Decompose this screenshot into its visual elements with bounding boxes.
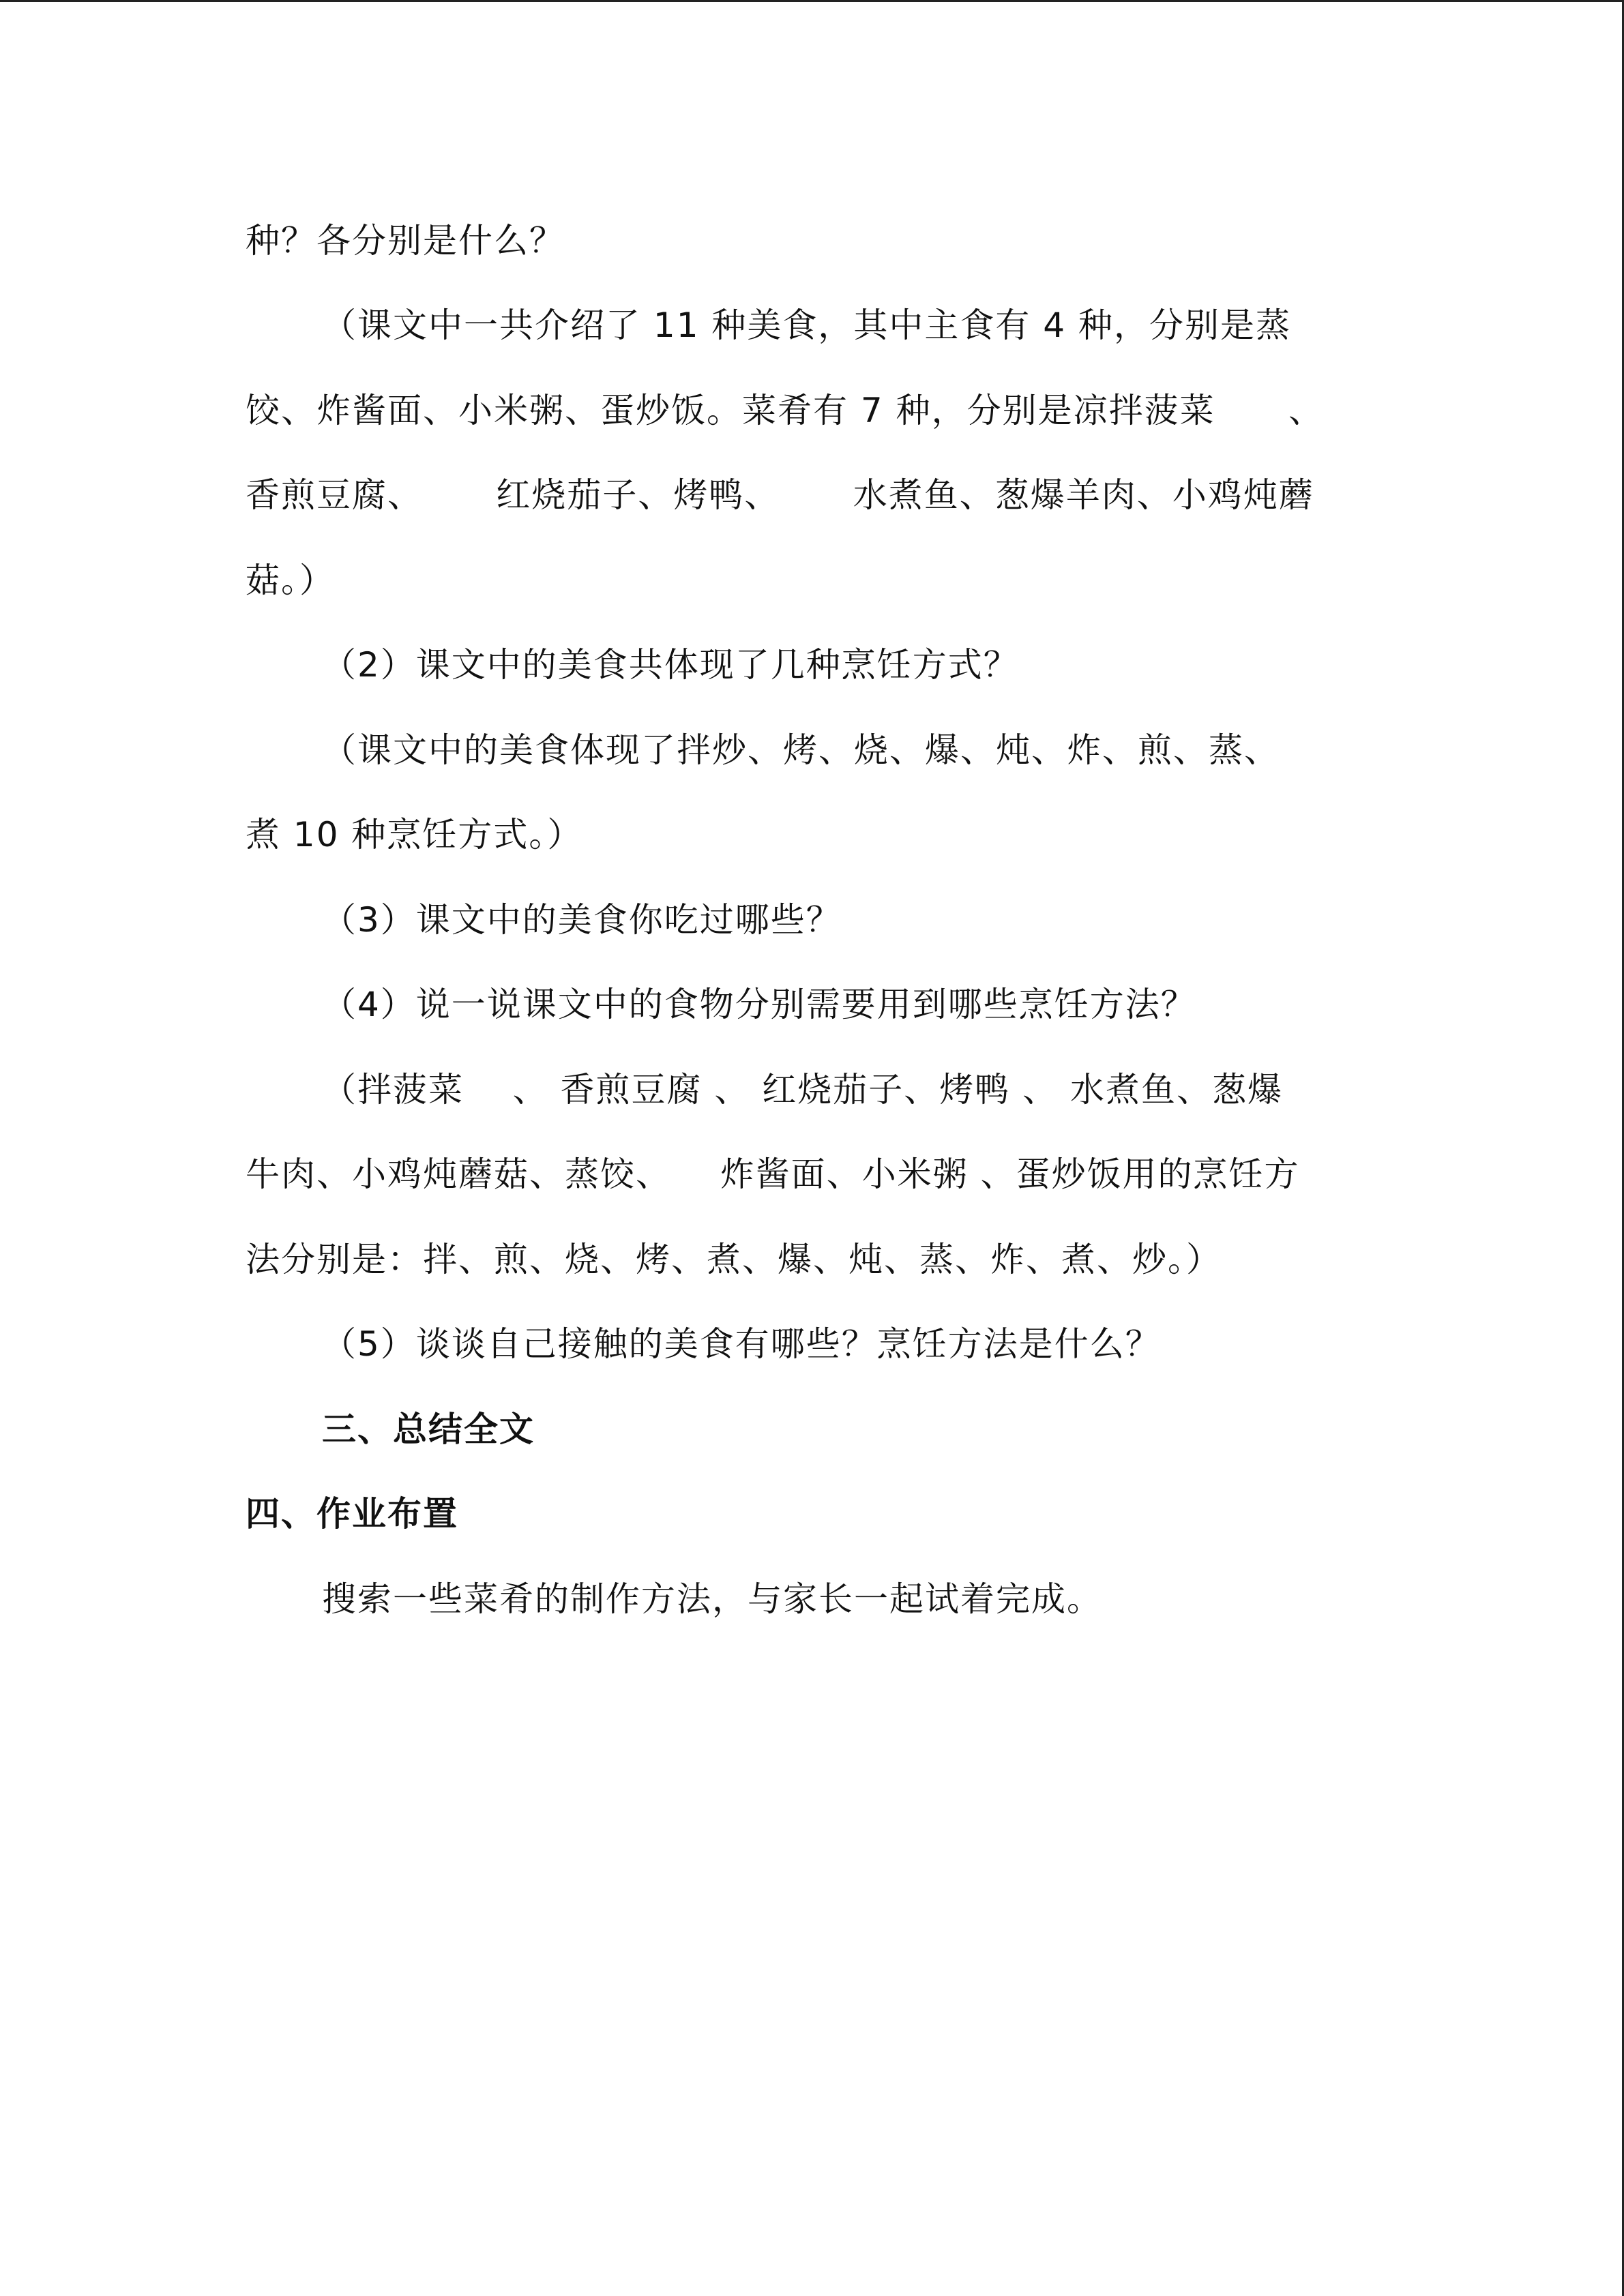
text-line-8: 煮 10 种烹饪方式。）: [246, 815, 583, 854]
text-line-2: （课文中一共介绍了 11 种美食，其中主食有 4 种，分别是蒸: [322, 305, 1292, 345]
page-top-border: [0, 0, 1624, 2]
text-line-12: 牛肉、小鸡炖蘑菇、蒸饺、 炸酱面、小米粥 、蛋炒饭用的烹饪方: [246, 1154, 1300, 1194]
text-line-7: （课文中的美食体现了拌炒、烤、烧、爆、炖、炸、煎、蒸、: [322, 730, 1280, 770]
text-line-10: （4）说一说课文中的食物分别需要用到哪些烹饪方法？: [322, 985, 1196, 1024]
text-line-5: 菇。）: [246, 561, 335, 600]
text-line-1: 种？各分别是什么？: [246, 221, 565, 260]
text-line-3: 饺、炸酱面、小米粥、蛋炒饭。菜肴有 7 种，分别是凉拌菠菜 、: [246, 391, 1324, 430]
section-heading-summary: 三、总结全文: [322, 1410, 535, 1449]
section-heading-homework: 四、作业布置: [246, 1494, 458, 1534]
text-line-14: （5）谈谈自己接触的美食有哪些？烹饪方法是什么？: [322, 1324, 1161, 1364]
text-line-homework: 搜索一些菜肴的制作方法，与家长一起试着完成。: [322, 1579, 1102, 1619]
text-line-6: （2）课文中的美食共体现了几种烹饪方式？: [322, 645, 1019, 685]
text-line-13: 法分别是：拌、煎、烧、烤、煮、爆、炖、蒸、炸、煮、炒。）: [246, 1240, 1222, 1279]
text-line-4: 香煎豆腐、 红烧茄子、烤鸭、 水煮鱼、葱爆羊肉、小鸡炖蘑: [246, 475, 1314, 515]
text-line-11: （拌菠菜 、 香煎豆腐 、 红烧茄子、烤鸭 、 水煮鱼、葱爆: [322, 1070, 1284, 1109]
text-line-9: （3）课文中的美食你吃过哪些？: [322, 900, 842, 940]
